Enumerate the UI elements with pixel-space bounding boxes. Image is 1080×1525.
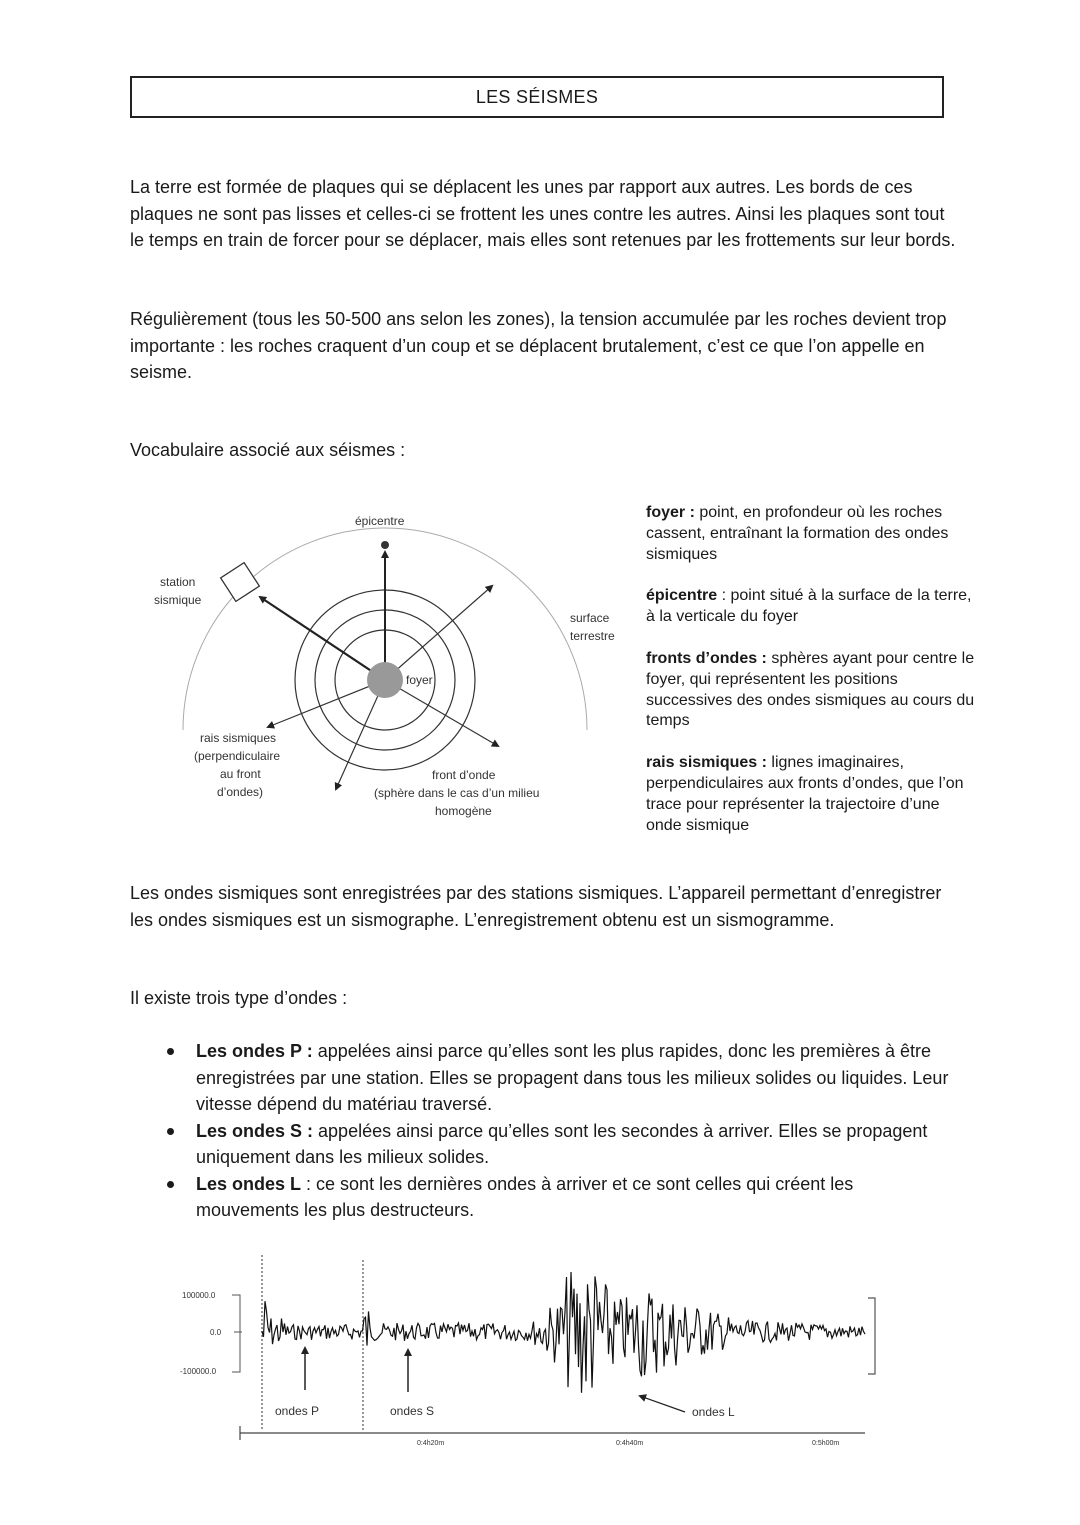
surface-label: terrestre — [570, 629, 615, 643]
definition-term: épicentre — [646, 587, 718, 605]
epicentre-dot — [381, 541, 389, 549]
l-wave-label: ondes L — [692, 1405, 735, 1419]
wave-text: appelées ainsi parce qu’elles sont les plus rapides, donc les premières à être enregistrées par une station. Elles se propagent dans tous les milieux solides ou liquides. Leur vitesse dépend du matériau traversé. — [196, 1041, 949, 1114]
seismic-ray — [260, 597, 385, 680]
page-title-text: LES SÉISMES — [475, 86, 599, 107]
definition-text: lignes imaginaires, perpendiculaires aux fronts d’ondes, que l’on trace pour représenter la trajectoire d’une onde sismique — [646, 754, 964, 834]
wave-term: Les ondes P : — [196, 1041, 313, 1061]
wave-front-label: homogène — [435, 804, 492, 818]
x-tick-label: 0:4h20m — [417, 1440, 445, 1447]
y-tick-label: -100000.0 — [180, 1367, 217, 1376]
bullet-icon — [167, 1181, 174, 1188]
vocabulary-heading: Vocabulaire associé aux séismes : — [130, 440, 406, 460]
definition-epicentre — [646, 586, 976, 628]
foyer-label: foyer — [406, 673, 433, 687]
rays-label: (perpendiculaire — [194, 749, 281, 763]
l-wave-arrow — [640, 1396, 685, 1412]
bullet-icon — [167, 1048, 174, 1055]
list-item — [130, 1171, 950, 1224]
definition-term: foyer : — [646, 504, 695, 521]
wave-types-list — [130, 1038, 950, 1224]
y-tick-label: 0.0 — [210, 1328, 222, 1337]
wave-term: Les ondes L — [196, 1173, 302, 1194]
definition-term: fronts d’ondes : — [646, 649, 767, 667]
stations-paragraph: Les ondes sismiques sont enregistrées par des stations sismiques. L’appareil permettant d’enregistrer les ondes sismiques est un sismographe. L’enregistrement obtenu est un sismogramme. — [130, 883, 942, 930]
p-wave-label: ondes P — [275, 1404, 320, 1418]
surface-label: surface — [570, 611, 610, 625]
station-label: sismique — [154, 593, 202, 607]
epicentre-label: épicentre — [355, 514, 405, 528]
definition-foyer — [646, 503, 976, 565]
definition-text: : point situé à la surface de la terre, à la verticale du foyer — [646, 587, 972, 626]
station-label: station — [160, 575, 196, 589]
definition-seismic-rays — [646, 753, 976, 836]
intro-paragraph: La terre est formée de plaques qui se déplacent les unes par rapport aux autres. Les bords de ces plaques ne sont pas lisses et celles-ci se frottent les unes contre les autres. Ainsi les plaques sont tout le temps en train de forcer pour se déplacer, mais elles sont retenues par les frottements sur leur bords. — [130, 177, 956, 250]
x-tick-label: 0:5h00m — [812, 1440, 840, 1447]
list-item — [130, 1038, 950, 1118]
definition-text: sphères ayant pour centre le foyer, qui représentent les positions successives des ondes sismiques au cours du temps — [646, 649, 975, 730]
wave-text: appelées ainsi parce qu’elles sont les secondes à arriver. Elles se propagent uniquement dans les milieux solides. — [196, 1120, 928, 1167]
wave-types-intro: Il existe trois type d’ondes : — [130, 988, 348, 1008]
definition-term: rais sismiques : — [646, 754, 767, 772]
wave-front-label: (sphère dans le cas d’un milieu — [374, 786, 540, 800]
station-icon — [221, 563, 260, 602]
scale-bracket — [868, 1298, 875, 1374]
s-wave-label: ondes S — [390, 1404, 435, 1418]
wave-term: Les ondes S : — [196, 1120, 314, 1141]
list-item — [130, 1118, 950, 1171]
wave-front-label: front d’onde — [432, 768, 496, 782]
rays-label: rais sismiques — [200, 731, 277, 745]
wave-text: : ce sont les dernières ondes à arriver et ce sont celles qui créent les mouvements les plus destructeurs. — [196, 1173, 854, 1220]
seismic-waveform — [262, 1272, 865, 1393]
seismic-diagram — [130, 500, 630, 840]
definitions-list — [646, 503, 976, 857]
rays-label: d’ondes) — [217, 785, 264, 799]
foyer-point — [367, 662, 403, 698]
rays-label: au front — [220, 767, 261, 781]
bullet-icon — [167, 1128, 174, 1135]
seismic-ray — [385, 680, 498, 746]
definition-wave-fronts — [646, 649, 976, 732]
y-axis-bracket — [232, 1295, 240, 1372]
seismogram — [170, 1250, 880, 1455]
x-tick-label: 0:4h40m — [616, 1440, 644, 1447]
page-title — [130, 76, 944, 118]
definition-text: point, en profondeur où les roches cassent, entraînant la formation des ondes sismiques — [646, 504, 949, 563]
tension-paragraph: Régulièrement (tous les 50-500 ans selon les zones), la tension accumulée par les roches devient trop importante : les roches craquent d’un coup et se déplacent brutalement, c’est ce que l’on appelle en seisme. — [130, 309, 947, 382]
y-tick-label: 100000.0 — [182, 1291, 216, 1300]
